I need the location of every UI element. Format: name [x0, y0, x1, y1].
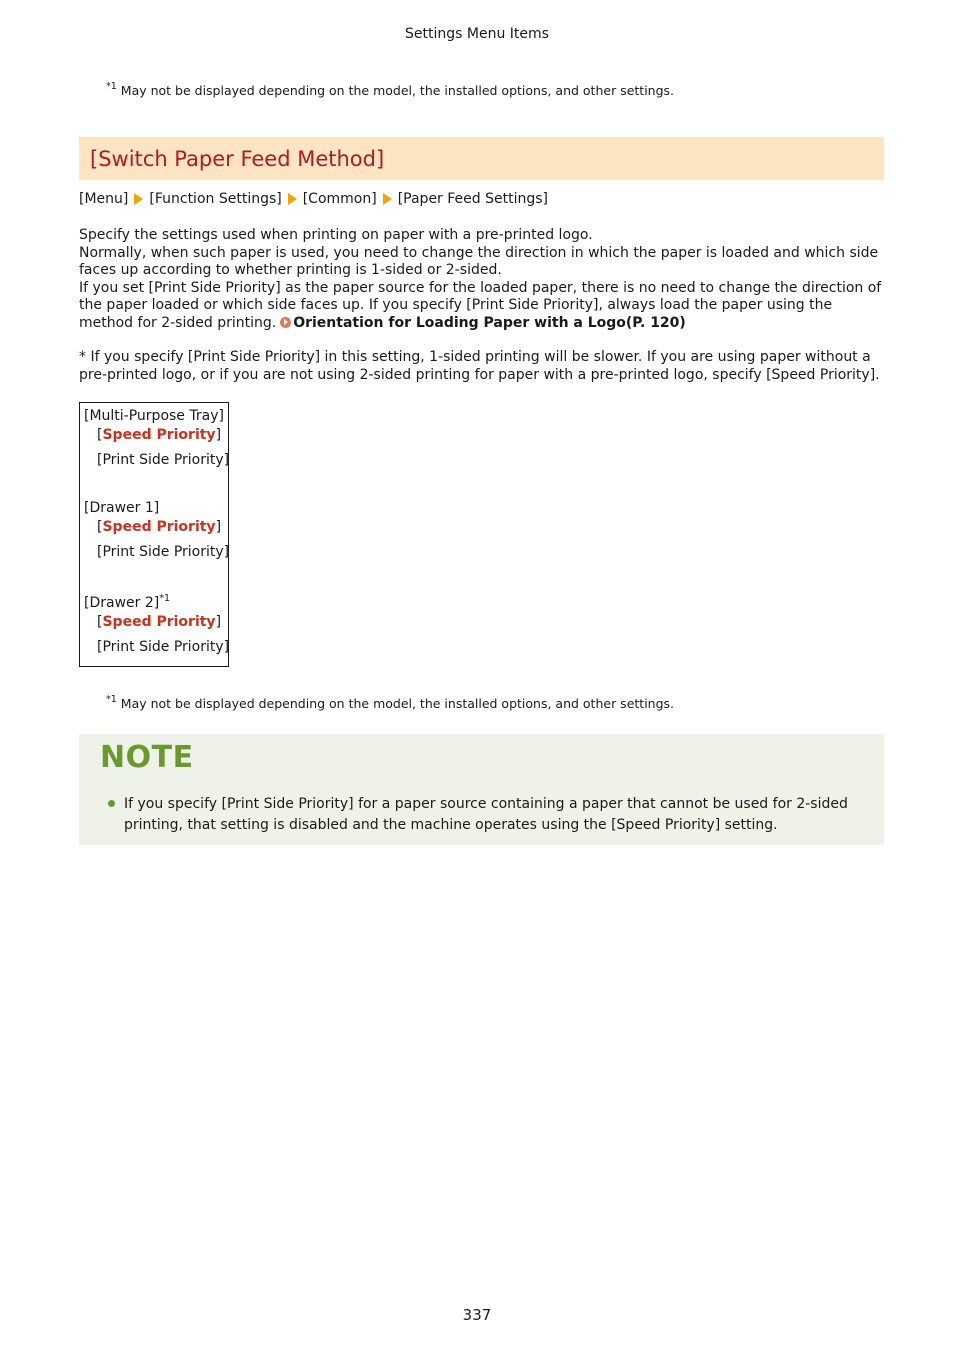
bullet-icon [108, 800, 115, 807]
default-option-label: Speed Priority [102, 614, 216, 630]
page-number: 337 [462, 1306, 492, 1324]
orientation-logo-link[interactable]: Orientation for Loading Paper with a Logo(P. 120) [293, 314, 686, 331]
footnote-marker: *1 [106, 694, 117, 705]
description-line-3-text: If you set [Print Side Priority] as the paper source for the loaded paper, there is no need to change the direction of the paper loaded or which side faces up. If you specify [Print Side Priority], always load the paper using the method for 2-sided printing. [79, 279, 882, 331]
option-print-side-priority: [Print Side Priority] [97, 452, 230, 468]
description-line-3 [79, 280, 884, 333]
footnote-text: May not be displayed depending on the model, the installed options, and other settings. [120, 83, 675, 98]
option-speed-priority [97, 427, 221, 443]
option-print-side-priority: [Print Side Priority] [97, 639, 230, 655]
bracket-close: ] [215, 519, 222, 535]
option-speed-priority [97, 519, 221, 535]
breadcrumb-item-common: [Common] [302, 191, 377, 207]
footnote-bottom [106, 696, 674, 711]
note-title: NOTE [100, 740, 194, 775]
triangle-right-icon [383, 193, 392, 205]
breadcrumb-item-paper-feed-settings: [Paper Feed Settings] [397, 191, 548, 207]
description-line-1: Specify the settings used when printing on paper with a pre-printed logo. [79, 227, 593, 243]
breadcrumb-item-menu: [Menu] [79, 191, 129, 207]
option-group-multi-purpose-tray: [Multi-Purpose Tray] [84, 408, 224, 424]
triangle-right-icon [288, 193, 297, 205]
footnote-marker: *1 [159, 593, 171, 604]
bracket-open: [ [97, 614, 103, 630]
options-table [79, 402, 229, 667]
bracket-close: ] [215, 427, 222, 443]
bracket-open: [ [97, 427, 103, 443]
option-print-side-priority: [Print Side Priority] [97, 544, 230, 560]
default-option-label: Speed Priority [102, 519, 216, 535]
option-group-label: [Drawer 2] [84, 595, 160, 611]
circle-arrow-right-icon [280, 317, 291, 328]
description-line-2: Normally, when such paper is used, you need to change the direction in which the paper is loaded and which side faces up according to whether printing is 1-sided or 2-sided. [79, 244, 879, 278]
bracket-open: [ [97, 519, 103, 535]
description [79, 227, 884, 332]
option-speed-priority [97, 614, 221, 630]
running-header: Settings Menu Items [405, 26, 549, 42]
note-box [79, 734, 884, 845]
breadcrumb [79, 191, 548, 207]
section-header-bar [79, 137, 884, 180]
default-option-label: Speed Priority [102, 427, 216, 443]
caution-text: * If you specify [Print Side Priority] in this setting, 1-sided printing will be slower. If you are using paper without a pre-printed logo, or if you are not using 2-sided printing for paper with a pre-printed logo, specify [Speed Priority]. [79, 349, 880, 383]
section-title: [Switch Paper Feed Method] [90, 146, 385, 171]
note-text: If you specify [Print Side Priority] for a paper source containing a paper that cannot be used for 2-sided printing, that setting is disabled and the machine operates using the [Speed Priority] setting. [124, 796, 848, 833]
breadcrumb-item-function-settings: [Function Settings] [149, 191, 282, 207]
footnote-top [106, 83, 674, 98]
option-group-drawer-1: [Drawer 1] [84, 500, 160, 516]
triangle-right-icon [134, 193, 143, 205]
footnote-text: May not be displayed depending on the model, the installed options, and other settings. [120, 696, 675, 711]
bracket-close: ] [215, 614, 222, 630]
footnote-marker: *1 [106, 81, 117, 92]
option-group-drawer-2 [84, 595, 170, 611]
